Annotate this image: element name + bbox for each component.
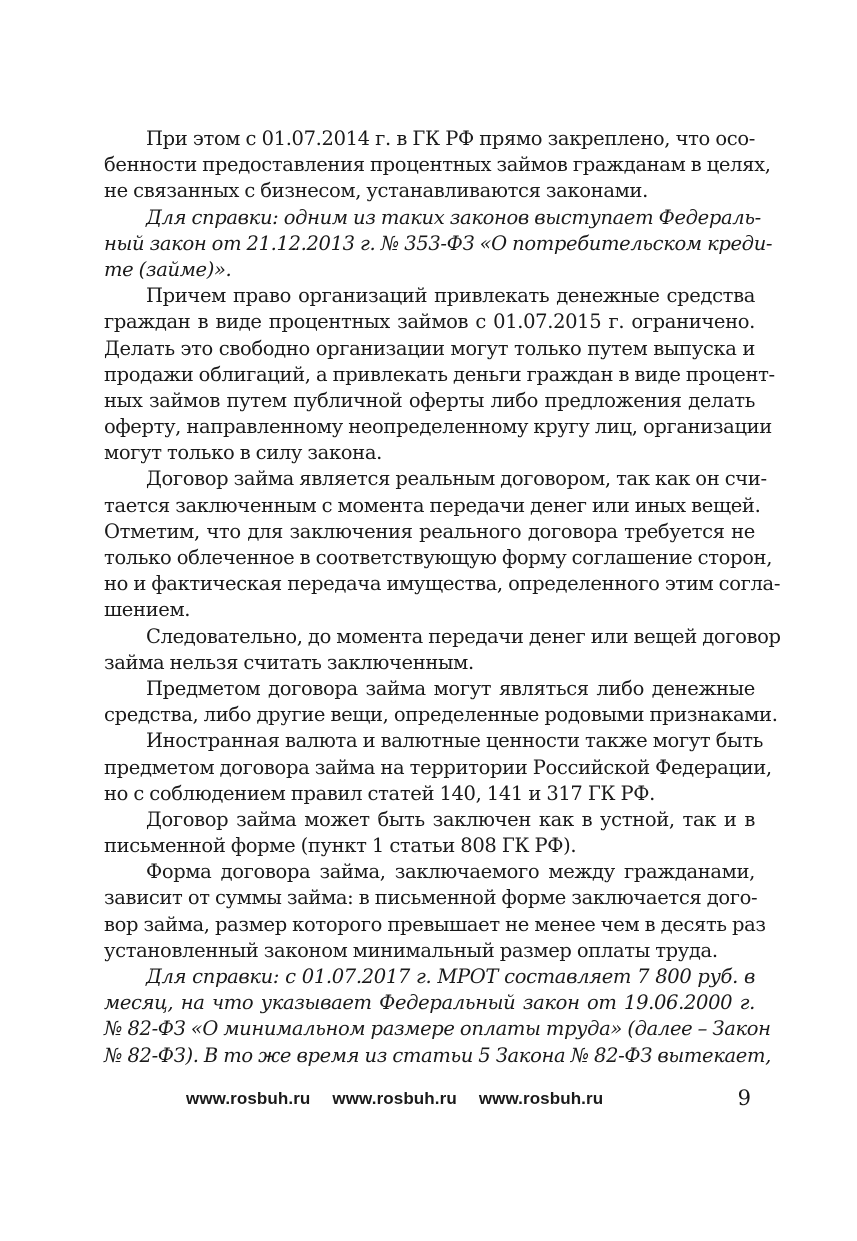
text-line: Следовательно, до момента передачи денег или вещей договор	[146, 624, 781, 648]
footer-url-2: www.rosbuh.ru	[332, 1089, 457, 1108]
text-line: Договор займа является реальным договором, так как он счи-	[146, 467, 767, 491]
text-line: но с соблюдением правил статей 140, 141 и 317 ГК РФ.	[104, 781, 655, 805]
paragraph	[104, 859, 766, 964]
footer-url-3: www.rosbuh.ru	[478, 1089, 604, 1108]
paragraph	[104, 624, 781, 676]
page-body	[104, 126, 781, 1069]
paragraph	[104, 466, 781, 623]
text-line: установленный законом минимальный размер оплаты труда.	[104, 938, 718, 962]
text-line: граждан в виде процентных займов с 01.07.2015 г. ограничено.	[104, 310, 755, 334]
page-footer	[104, 1086, 755, 1113]
text-line: ных займов путем публичной оферты либо предложения делать	[104, 388, 755, 412]
text-line: Причем право организаций привлекать денежные средства	[146, 284, 755, 308]
text-line: письменной форме (пункт 1 статьи 808 ГК РФ).	[104, 834, 577, 858]
text-line: средства, либо другие вещи, определенные родовыми признаками.	[104, 703, 778, 727]
text-line: При этом с 01.07.2014 г. в ГК РФ прямо закреплено, что осо-	[146, 127, 755, 150]
footer-urls	[186, 1089, 625, 1109]
text-line: не связанных с бизнесом, устанавливаются законами.	[104, 179, 648, 203]
text-line: Договор займа может быть заключен как в устной, так и в	[146, 807, 755, 831]
text-line: Иностранная валюта и валютные ценности также могут быть	[146, 729, 763, 753]
text-line: оферту, направленному неопределенному кругу лиц, организации	[104, 415, 772, 439]
text-line: Для справки: с 01.07.2017 г. МРОТ составляет 7 800 руб. в	[146, 965, 755, 988]
text-line: но и фактическая передача имущества, определенного этим согла-	[104, 572, 781, 596]
text-line: Для справки: одним из таких законов выступает Федераль-	[146, 205, 761, 229]
text-line: бенности предоставления процентных займов гражданам в целях,	[104, 153, 771, 177]
paragraph	[104, 126, 771, 205]
text-line: вор займа, размер которого превышает не менее чем в десять раз	[104, 912, 766, 936]
text-line: ный закон от 21.12.2013 г. № 353-ФЗ «О потребительском креди-	[104, 231, 773, 255]
text-line: займа нельзя считать заключенным.	[104, 650, 474, 674]
text-line: продажи облигаций, а привлекать деньги граждан в виде процент-	[104, 362, 775, 386]
page-number: 9	[737, 1086, 751, 1110]
text-line: предметом договора займа на территории Российской Федерации,	[104, 755, 772, 779]
footer-url-1: www.rosbuh.ru	[186, 1089, 311, 1108]
text-line: Делать это свободно организации могут только путем выпуска и	[104, 336, 755, 360]
text-line: те (займе)».	[104, 257, 232, 281]
paragraph	[104, 283, 775, 466]
text-line: № 82-ФЗ). В то же время из статьи 5 Закона № 82-ФЗ вытекает,	[104, 1043, 771, 1067]
text-line: тается заключенным с момента передачи денег или иных вещей.	[104, 493, 761, 517]
text-line: могут только в силу закона.	[104, 441, 382, 465]
text-line: Форма договора займа, заключаемого между гражданами,	[146, 860, 755, 884]
text-line: № 82-ФЗ «О минимальном размере оплаты труда» (далее – Закон	[104, 1017, 771, 1041]
paragraph	[104, 676, 778, 728]
text-line: месяц, на что указывает Федеральный закон от 19.06.2000 г.	[104, 991, 755, 1015]
text-line: только облеченное в соответствующую форму соглашение сторон,	[104, 546, 773, 569]
paragraph	[104, 728, 772, 807]
text-line: Отметим, что для заключения реального договора требуется не	[104, 519, 755, 543]
reference-note	[104, 205, 773, 284]
paragraph	[104, 807, 755, 859]
reference-note	[104, 964, 771, 1069]
text-line: Предметом договора займа могут являться либо денежные	[146, 676, 755, 700]
text-line: шением.	[104, 598, 191, 622]
text-line: зависит от суммы займа: в письменной форме заключается дого-	[104, 886, 758, 910]
